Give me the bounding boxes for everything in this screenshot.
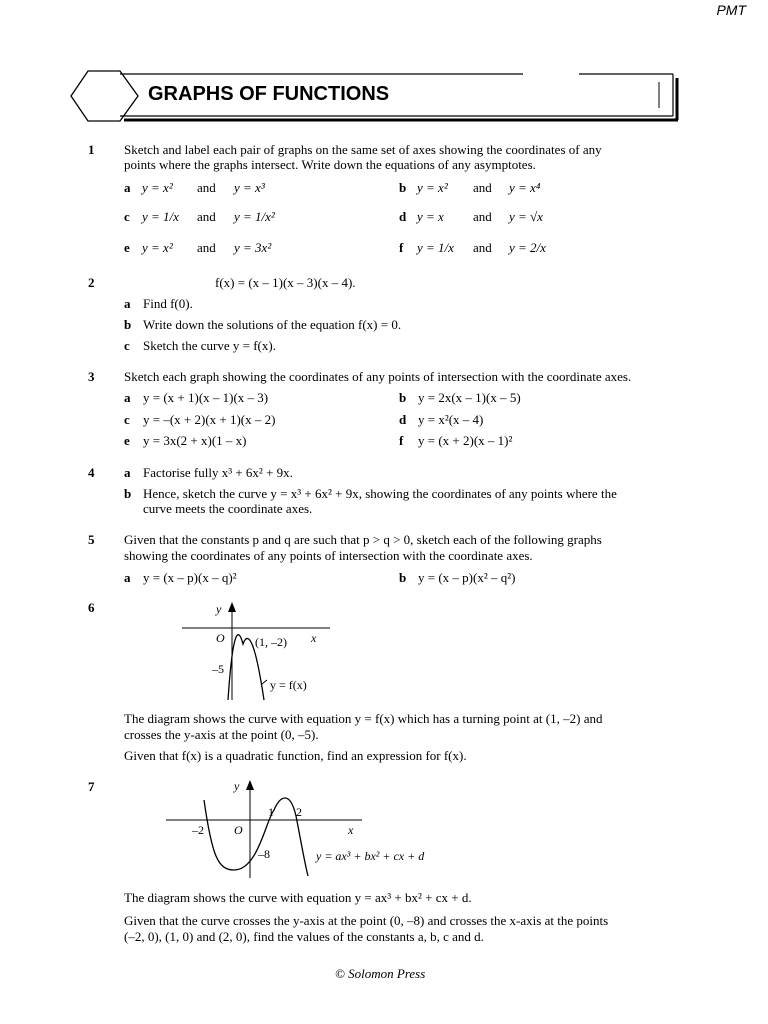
q6-graph (178, 600, 338, 702)
part-label: b (124, 317, 132, 332)
q1b-second: y = x⁴ (509, 180, 541, 195)
q5-stem-line1: Given that the constants p and q are such that p > q > 0, sketch each of the following graphs (124, 532, 602, 547)
part-label: a (124, 465, 131, 480)
q1f-and: and (473, 240, 492, 255)
question-number: 2 (88, 275, 95, 290)
question-number: 1 (88, 142, 95, 157)
q4b-line1: Hence, sketch the curve y = x³ + 6x² + 9x, showing the coordinates of any points where the (143, 486, 617, 501)
q4b-line2: curve meets the coordinate axes. (143, 501, 313, 516)
q3c-text: y = –(x + 2)(x + 1)(x – 2) (143, 412, 276, 427)
footer-copyright: © Solomon Press (335, 966, 426, 981)
turning-point-label: (1, –2) (255, 635, 287, 649)
q3a-text: y = (x + 1)(x – 1)(x – 3) (143, 390, 269, 405)
arrow-up-icon (228, 602, 236, 612)
q1b-first: y = x² (417, 180, 448, 195)
part-label: a (124, 180, 131, 195)
hexagon-icon (71, 71, 138, 121)
part-label: e (124, 240, 130, 255)
q1-stem-line2: points where the graphs intersect. Write down the equations of any asymptotes. (124, 157, 536, 172)
part-label: c (124, 338, 130, 353)
part-label: a (124, 296, 131, 311)
arrow-up-icon (246, 780, 254, 790)
q1a-and: and (197, 180, 216, 195)
q1d-and: and (473, 209, 492, 224)
question-number: 4 (88, 465, 95, 480)
part-label: c (124, 412, 130, 427)
q6-text-line2: crosses the y-axis at the point (0, –5). (124, 727, 319, 742)
q7-text-line3: (–2, 0), (1, 0) and (2, 0), find the values of the constants a, b, c and d. (124, 929, 484, 944)
q7-text-line2: Given that the curve crosses the y-axis at the point (0, –8) and crosses the x-axis at the points (124, 913, 609, 928)
q1a-first: y = x² (142, 180, 173, 195)
question-number: 5 (88, 532, 95, 547)
curve-label: y = f(x) (270, 678, 307, 692)
q6-text-line3: Given that f(x) is a quadratic function, find an expression for f(x). (124, 748, 467, 763)
root-1-label: 1 (268, 805, 274, 819)
q3-stem: Sketch each graph showing the coordinates of any points of intersection with the coordinate axes. (124, 369, 632, 384)
q1d-first: y = x (417, 209, 444, 224)
part-label: b (399, 570, 407, 585)
part-label: f (399, 433, 404, 448)
q3b-text: y = 2x(x – 1)(x – 5) (418, 390, 521, 405)
q1e-second: y = 3x² (234, 240, 272, 255)
q1c-second: y = 1/x² (234, 209, 275, 224)
y-axis-label: y (234, 779, 240, 793)
origin-label: O (234, 823, 243, 837)
q1c-first: y = 1/x (142, 209, 179, 224)
q1-stem-line1: Sketch and label each pair of graphs on the same set of axes showing the coordinates of any (124, 142, 602, 157)
q5b-text: y = (x – p)(x² – q²) (418, 570, 516, 585)
q7-graph (162, 776, 452, 880)
part-label: b (399, 180, 407, 195)
part-label: f (399, 240, 404, 255)
part-label: a (124, 390, 131, 405)
part-label: b (399, 390, 407, 405)
page-title: GRAPHS OF FUNCTIONS (148, 83, 390, 105)
part-label: a (124, 570, 131, 585)
q6-text-line1: The diagram shows the curve with equation y = f(x) which has a turning point at (1, –2) and (124, 711, 603, 726)
curve-label: y = ax³ + bx² + cx + d (316, 849, 425, 863)
q1e-and: and (197, 240, 216, 255)
origin-label: O (216, 631, 225, 645)
q3d-text: y = x²(x – 4) (418, 412, 484, 427)
q5-stem-line2: showing the coordinates of any points of intersection with the coordinate axes. (124, 548, 533, 563)
q3f-text: y = (x + 2)(x – 1)² (418, 433, 513, 448)
question-number: 6 (88, 600, 95, 615)
part-label: b (124, 486, 132, 501)
q5a-text: y = (x – p)(x – q)² (143, 570, 237, 585)
q1c-and: and (197, 209, 216, 224)
y-intercept-label: –8 (258, 847, 270, 861)
q2b-text: Write down the solutions of the equation f(x) = 0. (143, 317, 402, 332)
q4a-text: Factorise fully x³ + 6x² + 9x. (143, 465, 293, 480)
x-axis-label: x (348, 823, 354, 837)
question-number: 3 (88, 369, 95, 384)
curve (204, 798, 308, 876)
q1f-first: y = 1/x (417, 240, 454, 255)
y-axis-label: y (216, 602, 222, 616)
q2c-text: Sketch the curve y = f(x). (143, 338, 276, 353)
root-neg-label: –2 (192, 823, 204, 837)
q1e-first: y = x² (142, 240, 173, 255)
pmt-tag: PMT (716, 2, 746, 18)
x-axis-label: x (311, 631, 317, 645)
q3e-text: y = 3x(2 + x)(1 – x) (143, 433, 247, 448)
y-intercept-label: –5 (212, 662, 224, 676)
part-label: c (124, 209, 130, 224)
q7-text-line1: The diagram shows the curve with equation y = ax³ + bx² + cx + d. (124, 890, 472, 905)
q1d-second: y = √x (509, 209, 543, 224)
part-label: d (399, 209, 407, 224)
q1a-second: y = x³ (234, 180, 265, 195)
root-2-label: 2 (296, 805, 302, 819)
q1b-and: and (473, 180, 492, 195)
q2-function: f(x) = (x – 1)(x – 3)(x – 4). (215, 275, 356, 290)
question-number: 7 (88, 779, 95, 794)
part-label: d (399, 412, 407, 427)
q1f-second: y = 2/x (509, 240, 546, 255)
part-label: e (124, 433, 130, 448)
q2a-text: Find f(0). (143, 296, 193, 311)
